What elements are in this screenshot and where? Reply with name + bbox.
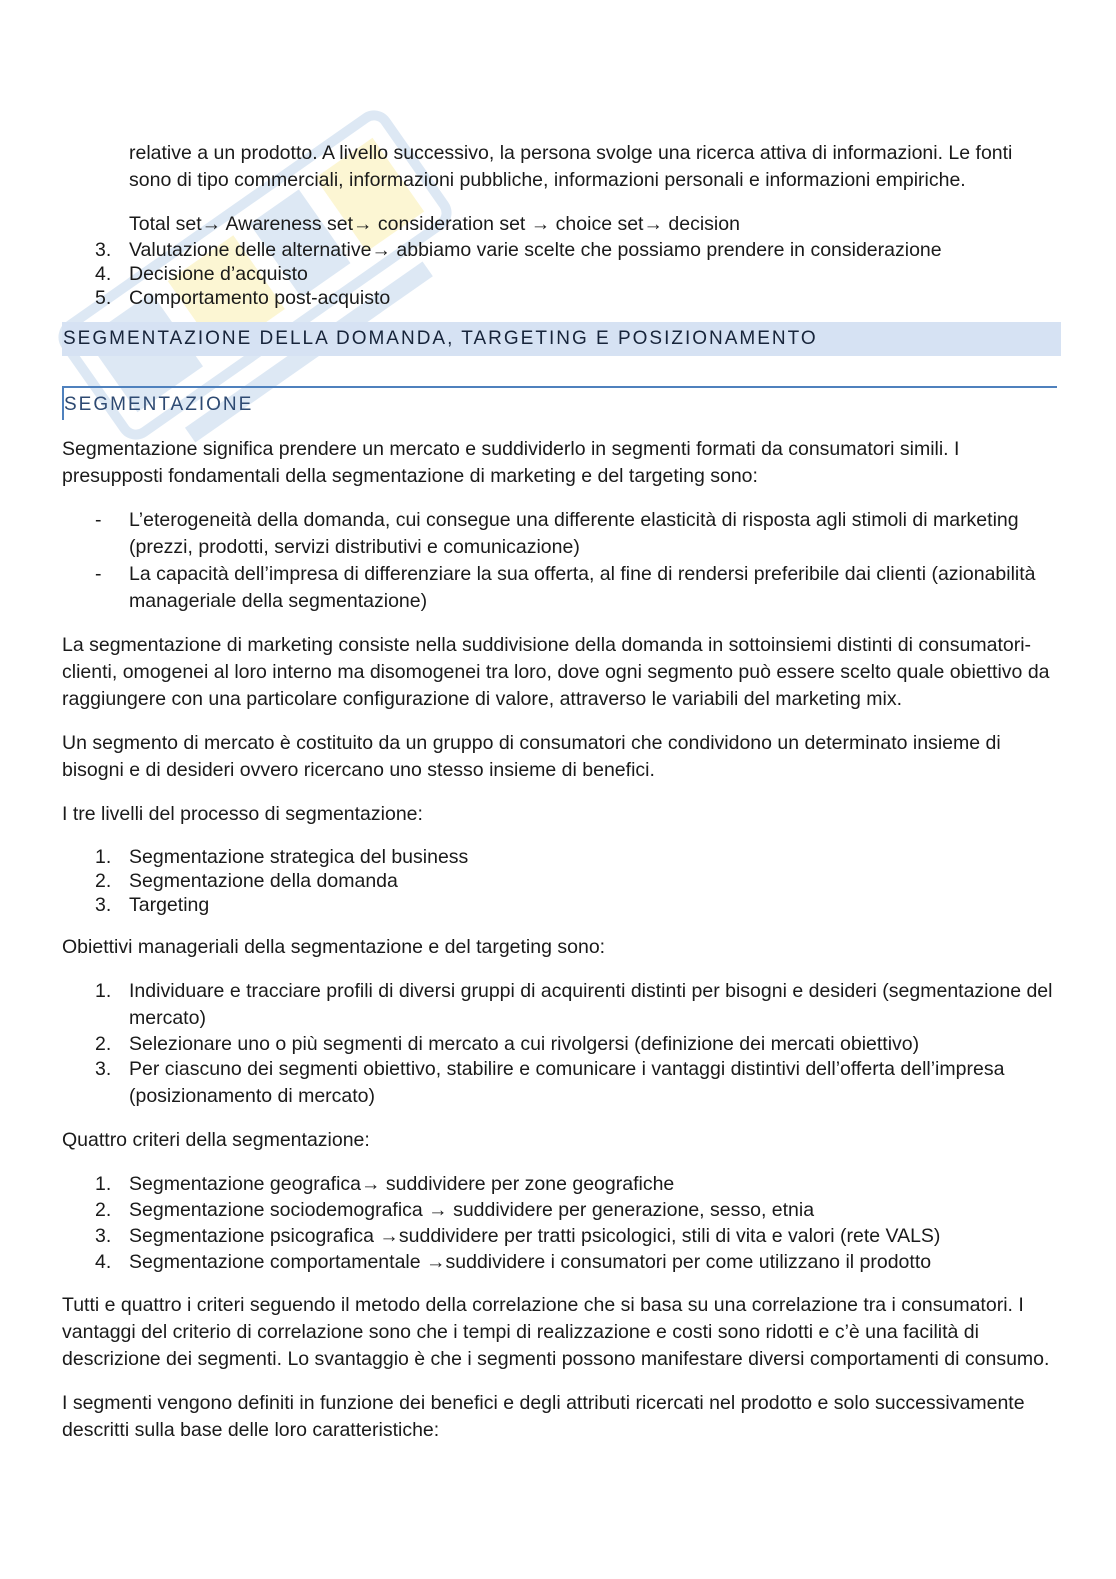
list-item: 1. Segmentazione geografica→ suddividere per zone geografiche	[95, 1173, 675, 1195]
list-item: 3. Per ciascuno dei segmenti obiettivo, stabilire e comunicare i vantaggi distintivi dell’offerta dell’impresa (posizionamento di mercato)	[95, 1058, 1005, 1107]
intro-paragraph: relative a un prodotto. A livello successivo, la persona svolge una ricerca attiva di informazioni. Le fonti sono di tipo commerciali, informazioni pubbliche, informazioni personali e informazioni empiriche.	[129, 142, 1013, 191]
paragraph-criteria-intro: Quattro criteri della segmentazione:	[62, 1129, 370, 1151]
objectives-list	[62, 978, 1057, 1110]
list-item: 4. Segmentazione comportamentale →suddividere i consumatori per come utilizzano il prodotto	[95, 1251, 932, 1273]
paragraph-market-segment: Un segmento di mercato è costituito da un gruppo di consumatori che condividono un determinato insieme di bisogni e di desideri ovvero ricercano uno stesso insieme di benefici.	[62, 732, 1001, 781]
decision-sets-line: Total set→ Awareness set→ consideration set → choice set→ decision	[129, 213, 740, 235]
list-item: 5. Comportamento post-acquisto	[95, 287, 391, 309]
list-item: 3. Targeting	[95, 894, 210, 916]
list-item: - L’eterogeneità della domanda, cui consegue una differente elasticità di risposta agli stimoli di marketing (prezzi, prodotti, servizi distributivi e comunicazione)	[95, 509, 1019, 558]
levels-list	[62, 845, 1057, 917]
purchase-steps-list	[62, 238, 1057, 310]
paragraph-marketing-segmentation: La segmentazione di marketing consiste nella suddivisione della domanda in sottoinsiemi distinti di consumatori-clienti, omogenei al loro interno ma disomogenei tra loro, dove ogni segmento può essere scelto quale obiettivo da raggiungere con una particolare configurazione di valore, attraverso le variabili del marketing mix.	[62, 634, 1050, 710]
subsection-heading: SEGMENTAZIONE	[62, 386, 1057, 420]
paragraph-objectives-intro: Obiettivi manageriali della segmentazione e del targeting sono:	[62, 936, 606, 958]
paragraph-correlation: Tutti e quattro i criteri seguendo il metodo della correlazione che si basa su una correlazione tra i consumatori. I vantaggi del criterio di correlazione sono che i tempi di realizzazione e costi sono ridotti e c’è una facilità di descrizione dei segmenti. Lo svantaggio è che i segmenti possono manifestare diversi comportamenti di consumo.	[62, 1294, 1050, 1370]
list-item: 4. Decisione d’acquisto	[95, 263, 308, 285]
paragraph-benefits: I segmenti vengono definiti in funzione dei benefici e degli attributi ricercati nel prodotto e solo successivamente descritti sulla base delle loro caratteristiche:	[62, 1392, 1025, 1441]
list-item: - La capacità dell’impresa di differenziare la sua offerta, al fine di rendersi preferibile dai clienti (azionabilità manageriale della segmentazione)	[95, 563, 1036, 612]
list-item: 1. Individuare e tracciare profili di diversi gruppi di acquirenti distinti per bisogni e desideri (segmentazione del mercato)	[95, 980, 1053, 1029]
list-item: 3. Valutazione delle alternative→ abbiamo varie scelte che possiamo prendere in considerazione	[95, 239, 942, 261]
paragraph-definition: Segmentazione significa prendere un mercato e suddividerlo in segmenti formati da consumatori simili. I presupposti fondamentali della segmentazione di marketing e del targeting sono:	[62, 438, 960, 487]
list-item: 1. Segmentazione strategica del business	[95, 846, 469, 868]
list-item: 2. Segmentazione sociodemografica → suddividere per generazione, sesso, etnia	[95, 1199, 815, 1221]
criteria-list	[62, 1171, 1057, 1275]
assumptions-list	[62, 507, 1057, 615]
document-page	[62, 140, 1057, 1444]
list-item: 2. Segmentazione della domanda	[95, 870, 398, 892]
section-heading: SEGMENTAZIONE DELLA DOMANDA, TARGETING E POSIZIONAMENTO	[62, 322, 1061, 356]
list-item: 2. Selezionare uno o più segmenti di mercato a cui rivolgersi (definizione dei mercati obiettivo)	[95, 1033, 920, 1055]
list-item: 3. Segmentazione psicografica →suddividere per tratti psicologici, stili di vita e valori (rete VALS)	[95, 1225, 941, 1247]
paragraph-levels-intro: I tre livelli del processo di segmentazione:	[62, 803, 423, 825]
